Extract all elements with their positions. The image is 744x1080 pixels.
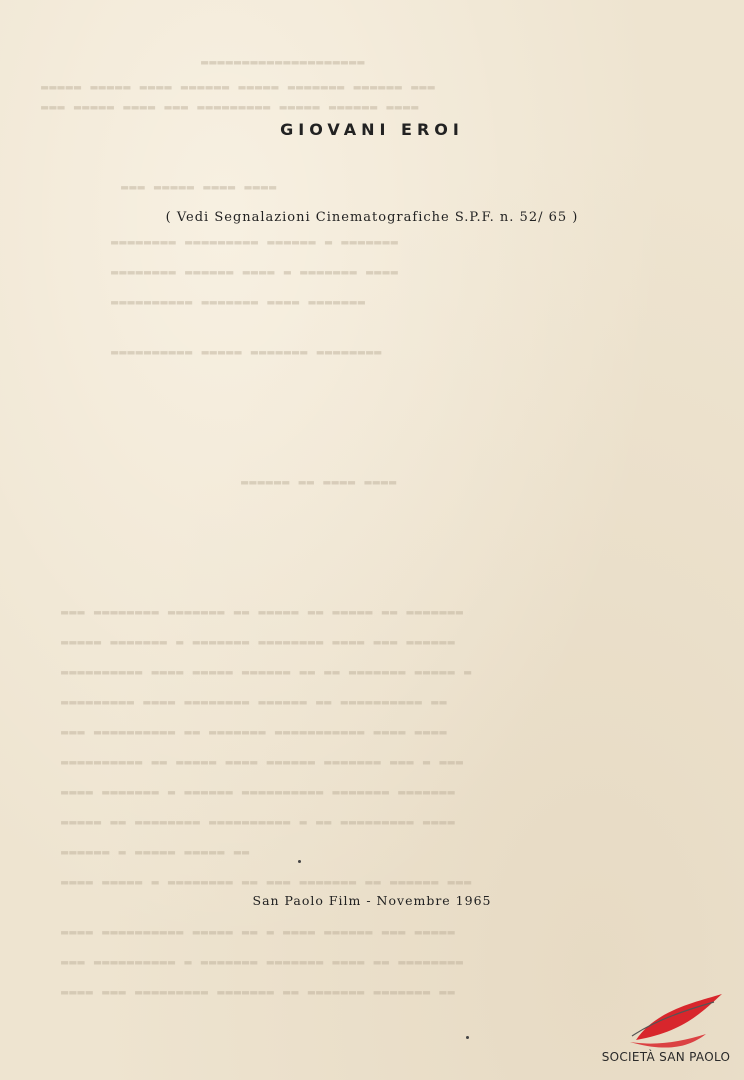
center-dot bbox=[298, 860, 301, 863]
bleed-through-line: ▬▬▬▬▬▬▬ ▬▬▬▬▬▬▬ ▬▬▬▬▬▬▬▬▬▬ ▬▬▬▬▬▬ ▬ ▬▬▬▬▬▬▬ ▬▬▬▬ bbox=[60, 785, 455, 799]
bleed-through-line: ▬▬▬▬▬▬ ▬▬▬ ▬▬▬▬ ▬▬▬▬▬▬▬▬ ▬▬▬▬▬▬▬ ▬ ▬▬▬▬▬▬▬ ▬▬▬▬▬ bbox=[60, 635, 455, 649]
bleed-through-line: ▬▬▬▬▬▬▬▬ ▬▬▬▬▬▬▬ ▬▬▬▬▬ ▬▬▬▬▬▬▬▬▬▬ bbox=[110, 345, 382, 359]
bleed-through-line: ▬▬▬▬ ▬▬▬▬▬▬▬ ▬ ▬▬▬▬ ▬▬▬▬▬▬ ▬▬▬▬▬▬▬▬ bbox=[110, 265, 398, 279]
document-footer: San Paolo Film - Novembre 1965 bbox=[252, 893, 492, 908]
bleed-through-line: ▬▬▬▬▬▬▬ ▬▬▬▬ ▬▬▬▬▬▬▬ ▬▬▬▬▬▬▬▬▬▬ bbox=[110, 295, 365, 309]
bleed-through-line: ▬▬▬▬▬▬▬ ▬ ▬▬▬▬▬▬ ▬▬▬▬▬▬▬▬▬ ▬▬▬▬▬▬▬▬ bbox=[110, 235, 398, 249]
bleed-through-line: ▬▬▬▬▬ ▬▬▬ ▬▬▬▬▬▬ ▬▬▬▬ ▬ ▬▬ ▬▬▬▬▬ ▬▬▬▬▬▬▬▬▬▬ ▬▬▬▬ bbox=[60, 925, 455, 939]
bleed-through-line: ▬▬▬▬ ▬▬▬▬ ▬▬ ▬▬▬▬▬▬ bbox=[240, 475, 397, 489]
bleed-through-line: ▬▬▬▬▬▬▬▬ ▬▬ ▬▬▬▬ ▬▬▬▬▬▬▬ ▬▬▬▬▬▬▬ ▬ ▬▬▬▬▬▬▬▬▬▬ ▬▬▬ bbox=[60, 955, 464, 969]
bleed-through-line: ▬▬▬▬ ▬▬▬▬ ▬▬▬▬▬▬▬▬▬▬▬ ▬▬▬▬▬▬▬ ▬▬ ▬▬▬▬▬▬▬▬▬▬ ▬▬▬ bbox=[60, 725, 447, 739]
document-title: GIOVANI EROI bbox=[280, 120, 464, 139]
bleed-through-line: ▬▬▬ ▬ ▬▬▬ ▬▬▬▬▬▬▬ ▬▬▬▬▬▬ ▬▬▬▬ ▬▬▬▬▬ ▬▬ ▬▬▬▬▬▬▬▬▬▬ bbox=[60, 755, 464, 769]
bleed-through-line: ▬▬▬▬ ▬▬▬▬▬▬▬▬▬ ▬▬ ▬ ▬▬▬▬▬▬▬▬▬▬ ▬▬▬▬▬▬▬▬ ▬▬ ▬▬▬▬▬ bbox=[60, 815, 455, 829]
document-subtitle: ( Vedi Segnalazioni Cinematografiche S.P.F. n. 52/ 65 ) bbox=[165, 210, 579, 225]
bleed-through-line: ▬▬▬ ▬▬▬▬▬▬ ▬▬ ▬▬▬▬▬▬▬ ▬▬▬ ▬▬ ▬▬▬▬▬▬▬▬ ▬ ▬▬▬▬▬ ▬▬▬▬ bbox=[60, 875, 472, 889]
bleed-through-line: ▬▬▬ ▬▬▬▬▬▬ ▬▬▬▬▬▬▬ ▬▬▬▬▬ ▬▬▬▬▬▬ ▬▬▬▬ ▬▬▬▬▬ ▬▬▬▬▬ bbox=[40, 80, 435, 94]
bleed-through-line: ▬▬▬▬▬▬▬ ▬▬ ▬▬▬▬▬ ▬▬ ▬▬▬▬▬ ▬▬ ▬▬▬▬▬▬▬ ▬▬▬▬▬▬▬▬ ▬▬▬ bbox=[60, 605, 464, 619]
logo-text: SOCIETÀ SAN PAOLO bbox=[601, 1050, 731, 1064]
bottom-dot bbox=[466, 1036, 469, 1039]
bleed-through-line: ▬▬▬▬ ▬▬▬▬ ▬▬▬▬▬ ▬▬▬ bbox=[120, 180, 277, 194]
bleed-through-line: ▬▬▬▬▬▬▬▬▬▬▬▬▬▬▬▬▬▬▬▬ bbox=[200, 55, 365, 69]
bleed-through-line: ▬▬ ▬▬▬▬▬▬▬▬▬▬ ▬▬ ▬▬▬▬▬▬ ▬▬▬▬▬▬▬▬ ▬▬▬▬ ▬▬▬▬▬▬▬▬▬ bbox=[60, 695, 447, 709]
bleed-through-line: ▬ ▬▬▬▬▬ ▬▬▬▬▬▬▬ ▬▬ ▬▬ ▬▬▬▬▬▬ ▬▬▬▬▬ ▬▬▬▬ ▬▬▬▬▬▬▬▬▬▬ bbox=[60, 665, 472, 679]
bleed-through-line: ▬▬ ▬▬▬▬▬ ▬▬▬▬▬ ▬ ▬▬▬▬▬▬ bbox=[60, 845, 250, 859]
bleed-through-line: ▬▬ ▬▬▬▬▬▬▬ ▬▬▬▬▬▬▬ ▬▬ ▬▬▬▬▬▬▬ ▬▬▬▬▬▬▬▬▬ ▬▬▬ ▬▬▬▬ bbox=[60, 985, 455, 999]
bleed-through-line: ▬▬▬▬ ▬▬▬▬▬▬ ▬▬▬▬▬ ▬▬▬▬▬▬▬▬▬ ▬▬▬ ▬▬▬▬ ▬▬▬▬▬ ▬▬▬ bbox=[40, 100, 419, 114]
